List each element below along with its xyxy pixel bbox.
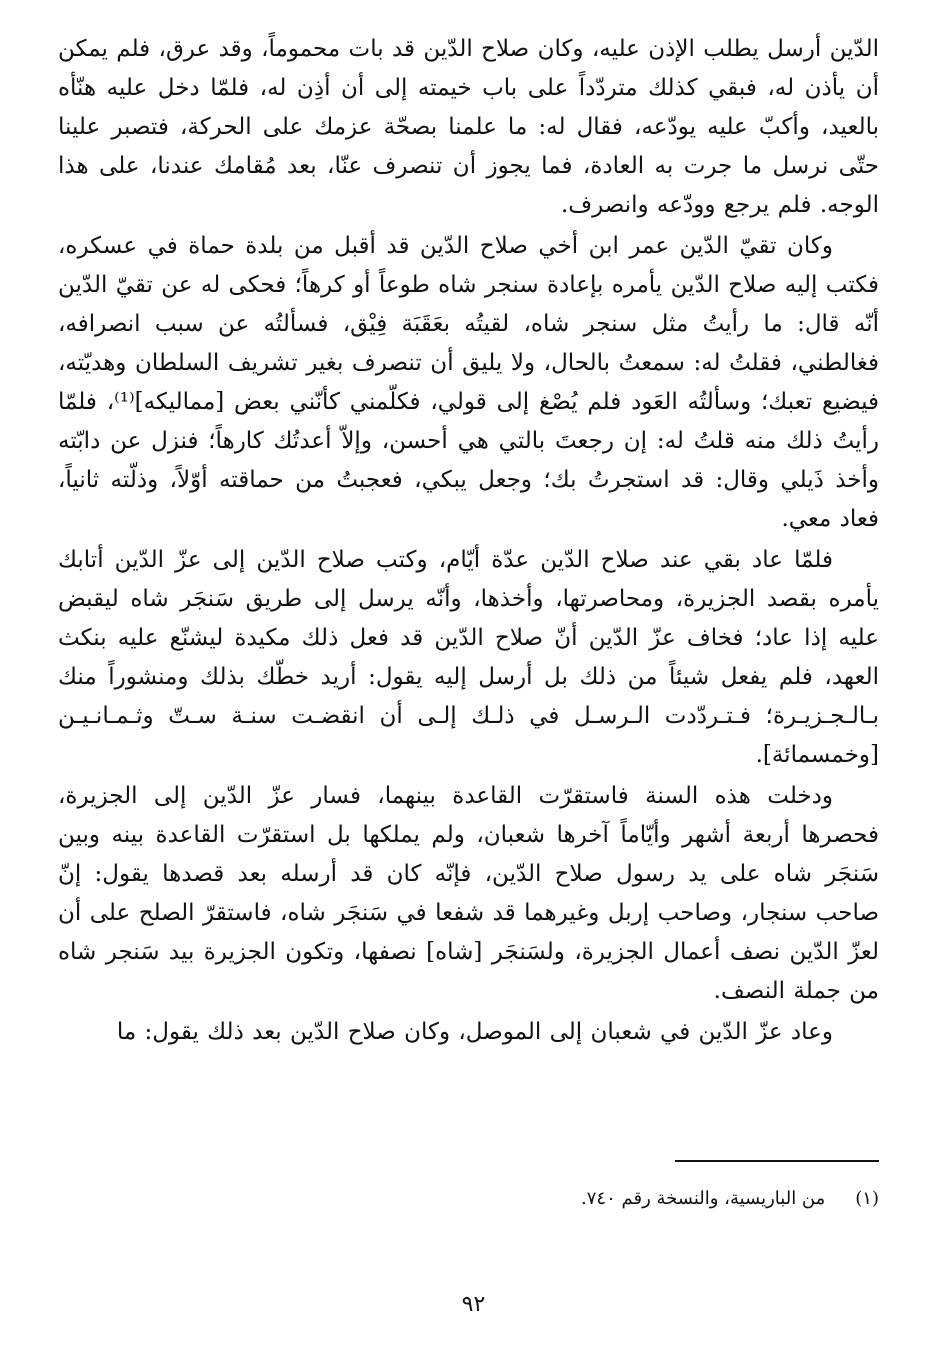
page-number: ٩٢ bbox=[461, 1292, 486, 1317]
paragraph-2: وكان تقيّ الدّين عمر ابن أخي صلاح الدّين قد أقبل من بلدة حماة في عسكره، فكتب إليه صلاح الدّين يأمره بإعادة سنجر شاه طوعاً أو كرهاً؛ فحكى له عن تقيّ الدّين أنّه قال: ما رأيتُ مثل سنجر شاه، لقيتُه بعَقَبَة فِيْق، فسألتُه عن سبب انصرافه، فغالطني، فقلتُ له: سمعتُ بالحال، ولا يليق أن تنصرف بغير تشريف السلطان وهديّته، فيضيع تعبك؛ وسألتُه العَود فلم يُصْغ إلى قولي، فكلّمني كأنّني بعض [مماليكه]⁽¹⁾، فلمّا رأيتُ ذلك منه قلتُ له: إن رجعتَ بالتي هي أحسن، وإلاّ أعدتُك كارهاً؛ فنزل عن دابّته وأخذ ذَيلي وقال: قد استجرتُ بك؛ وجعل يبكي، فعجبتُ من حماقته أوّلاً، وذلّته ثانياً، فعاد معي. bbox=[58, 233, 880, 532]
footnote-text: من الباريسية، والنسخة رقم ٧٤٠. bbox=[581, 1188, 826, 1209]
footnote bbox=[581, 1186, 879, 1212]
paragraph-1: الدّين أرسل يطلب الإذن عليه، وكان صلاح الدّين قد بات محموماً، وقد عرق، فلم يمكن أن يأذن له، فبقي كذلك متردّداً على باب خيمته إلى أن أذِن له، فلمّا دخل عليه هنّأه بالعيد، وأكبّ عليه يودّعه، فقال له: ما علمنا بصحّة عزمك على الحركة، فتصبر علينا حتّى نرسل ما جرت به العادة، فما يجوز أن تنصرف عنّا، بعد مُقامك عندنا، على هذا الوجه. فلم يرجع وودّعه وانصرف. bbox=[58, 36, 879, 218]
footnote-separator bbox=[675, 1160, 879, 1162]
main-text-block bbox=[58, 30, 879, 1052]
paragraph-3: فلمّا عاد بقي عند صلاح الدّين عدّة أيّام، وكتب صلاح الدّين إلى عزّ الدّين أتابك يأمره بقصد الجزيرة، ومحاصرتها، وأخذها، وأنّه يرسل إلى طريق سَنجَر شاه ليقبض عليه إذا عاد؛ فخاف عزّ الدّين أنّ صلاح الدّين قد فعل ذلك مكيدة ليشنّع عليه بنكث العهد، فلم يفعل شيئاً من ذلك بل أرسل إليه يقول: أريد خطّك بذلك ومنشوراً منك بـالـجـزيـرة؛ فـتـردّدت الـرسـل في ذلـك إلـى أن انقضـت سنـة سـتّ وثـمـانـيـن [وخمسمائة]. bbox=[58, 547, 879, 768]
paragraph-4: ودخلت هذه السنة فاستقرّت القاعدة بينهما، فسار عزّ الدّين إلى الجزيرة، فحصرها أربعة أشهر وأيّاماً آخرها شعبان، ولم يملكها بل استقرّت القاعدة بينه وبين سَنجَر شاه على يد رسول صلاح الدّين، فإنّه كان قد أرسله بعد قصدها يقول: إنّ صاحب سنجار، وصاحب إربل وغيرهما قد شفعا في سَنجَر شاه، فاستقرّ الصلح على أن لعزّ الدّين نصف أعمال الجزيرة، ولسَنجَر [شاه] نصفها، وتكون الجزيرة بيد سَنجر شاه من جملة النصف. bbox=[58, 783, 879, 1004]
paragraph-5: وعاد عزّ الدّين في شعبان إلى الموصل، وكان صلاح الدّين بعد ذلك يقول: ما bbox=[116, 1019, 833, 1045]
footnote-number: (١) bbox=[855, 1188, 879, 1209]
